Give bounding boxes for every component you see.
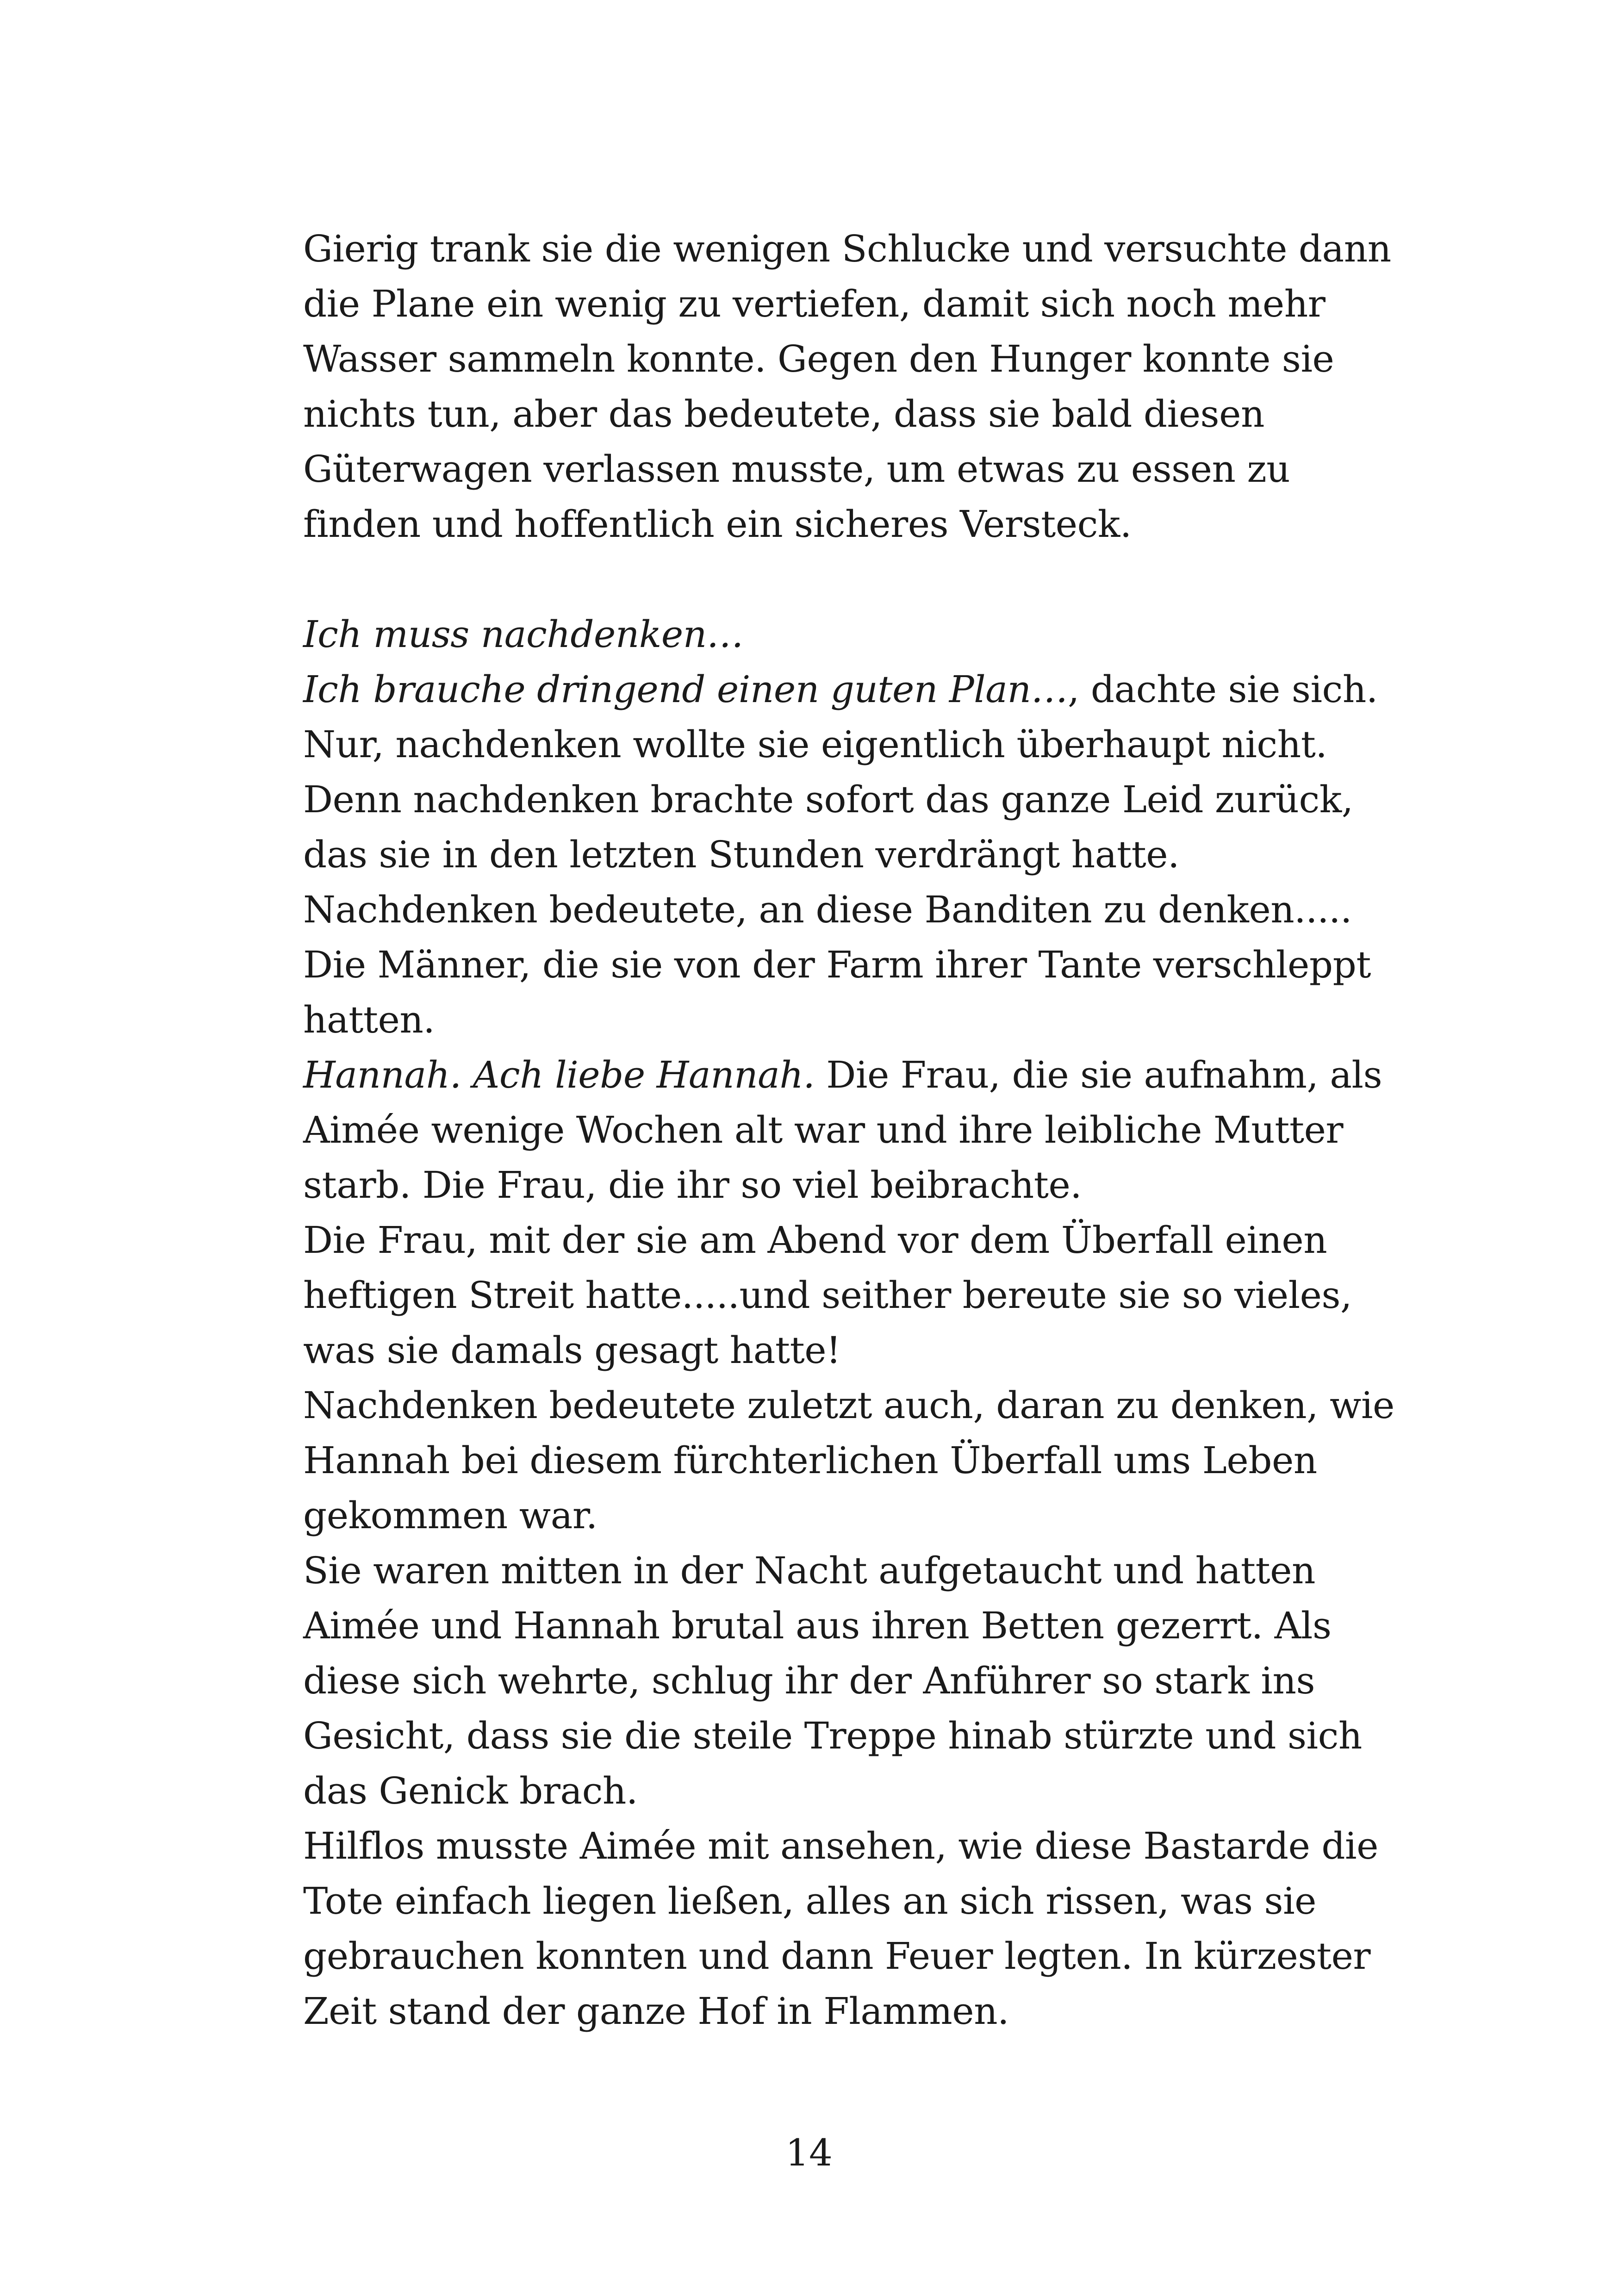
text-line: das Genick brach.: [303, 1769, 638, 1812]
text-line: finden und hoffentlich ein sicheres Versteck.: [303, 503, 1132, 546]
text-line: Hilflos musste Aimée mit ansehen, wie diese Bastarde die: [303, 1824, 1378, 1867]
text-line: Nachdenken bedeutete zuletzt auch, daran zu denken, wie: [303, 1384, 1394, 1427]
text-line: das sie in den letzten Stunden verdrängt hatte.: [303, 833, 1180, 876]
text-line: hatten.: [303, 998, 435, 1041]
page-number: 14: [785, 2131, 833, 2174]
text-line: gekommen war.: [303, 1494, 597, 1537]
text-line: diese sich wehrte, schlug ihr der Anführer so stark ins: [303, 1659, 1315, 1702]
text-line: gebrauchen konnten und dann Feuer legten. In kürzester: [303, 1935, 1371, 1978]
text-line: Zeit stand der ganze Hof in Flammen.: [303, 1990, 1009, 2033]
text-line: [303, 662, 1423, 717]
text-line: Tote einfach liegen ließen, alles an sich rissen, was sie: [303, 1879, 1316, 1923]
italic-thought-text: Hannah. Ach liebe Hannah.: [303, 1053, 815, 1096]
text-line: nichts tun, aber das bedeutete, dass sie bald diesen: [303, 392, 1264, 436]
text-line: [303, 1047, 1423, 1102]
text-line: Güterwagen verlassen musste, um etwas zu essen zu: [303, 448, 1290, 491]
text-line: starb. Die Frau, die ihr so viel beibrachte.: [303, 1164, 1082, 1207]
text-line: Gierig trank sie die wenigen Schlucke und versuchte dann: [303, 227, 1391, 270]
paragraph-break: [303, 552, 1423, 607]
text-line: Wasser sammeln konnte. Gegen den Hunger konnte sie: [303, 337, 1334, 380]
narration-text: Die Frau, die sie aufnahm, als: [815, 1053, 1382, 1096]
text-line: Gesicht, dass sie die steile Treppe hinab stürzte und sich: [303, 1714, 1362, 1757]
text-line: Denn nachdenken brachte sofort das ganze Leid zurück,: [303, 778, 1353, 821]
text-line: heftigen Streit hatte.....und seither bereute sie so vieles,: [303, 1274, 1352, 1317]
italic-thought-text: Ich brauche dringend einen guten Plan…: [303, 668, 1068, 711]
text-line: Aimée und Hannah brutal aus ihren Betten gezerrt. Als: [303, 1604, 1332, 1647]
text-line: Hannah bei diesem fürchterlichen Überfall ums Leben: [303, 1439, 1317, 1482]
body-text: [303, 221, 1423, 2039]
italic-thought-line: Ich muss nachdenken…: [303, 613, 744, 656]
text-line: Die Männer, die sie von der Farm ihrer Tante verschleppt: [303, 943, 1371, 986]
text-line: Nachdenken bedeutete, an diese Banditen zu denken.....: [303, 888, 1352, 931]
text-line: Nur, nachdenken wollte sie eigentlich überhaupt nicht.: [303, 723, 1327, 766]
text-line: was sie damals gesagt hatte!: [303, 1329, 841, 1372]
text-line: Sie waren mitten in der Nacht aufgetaucht und hatten: [303, 1549, 1316, 1592]
text-line: Aimée wenige Wochen alt war und ihre leibliche Mutter: [303, 1108, 1344, 1151]
text-line: Die Frau, mit der sie am Abend vor dem Überfall einen: [303, 1219, 1327, 1262]
narration-text: , dachte sie sich.: [1067, 668, 1378, 711]
text-line: die Plane ein wenig zu vertiefen, damit sich noch mehr: [303, 282, 1326, 325]
